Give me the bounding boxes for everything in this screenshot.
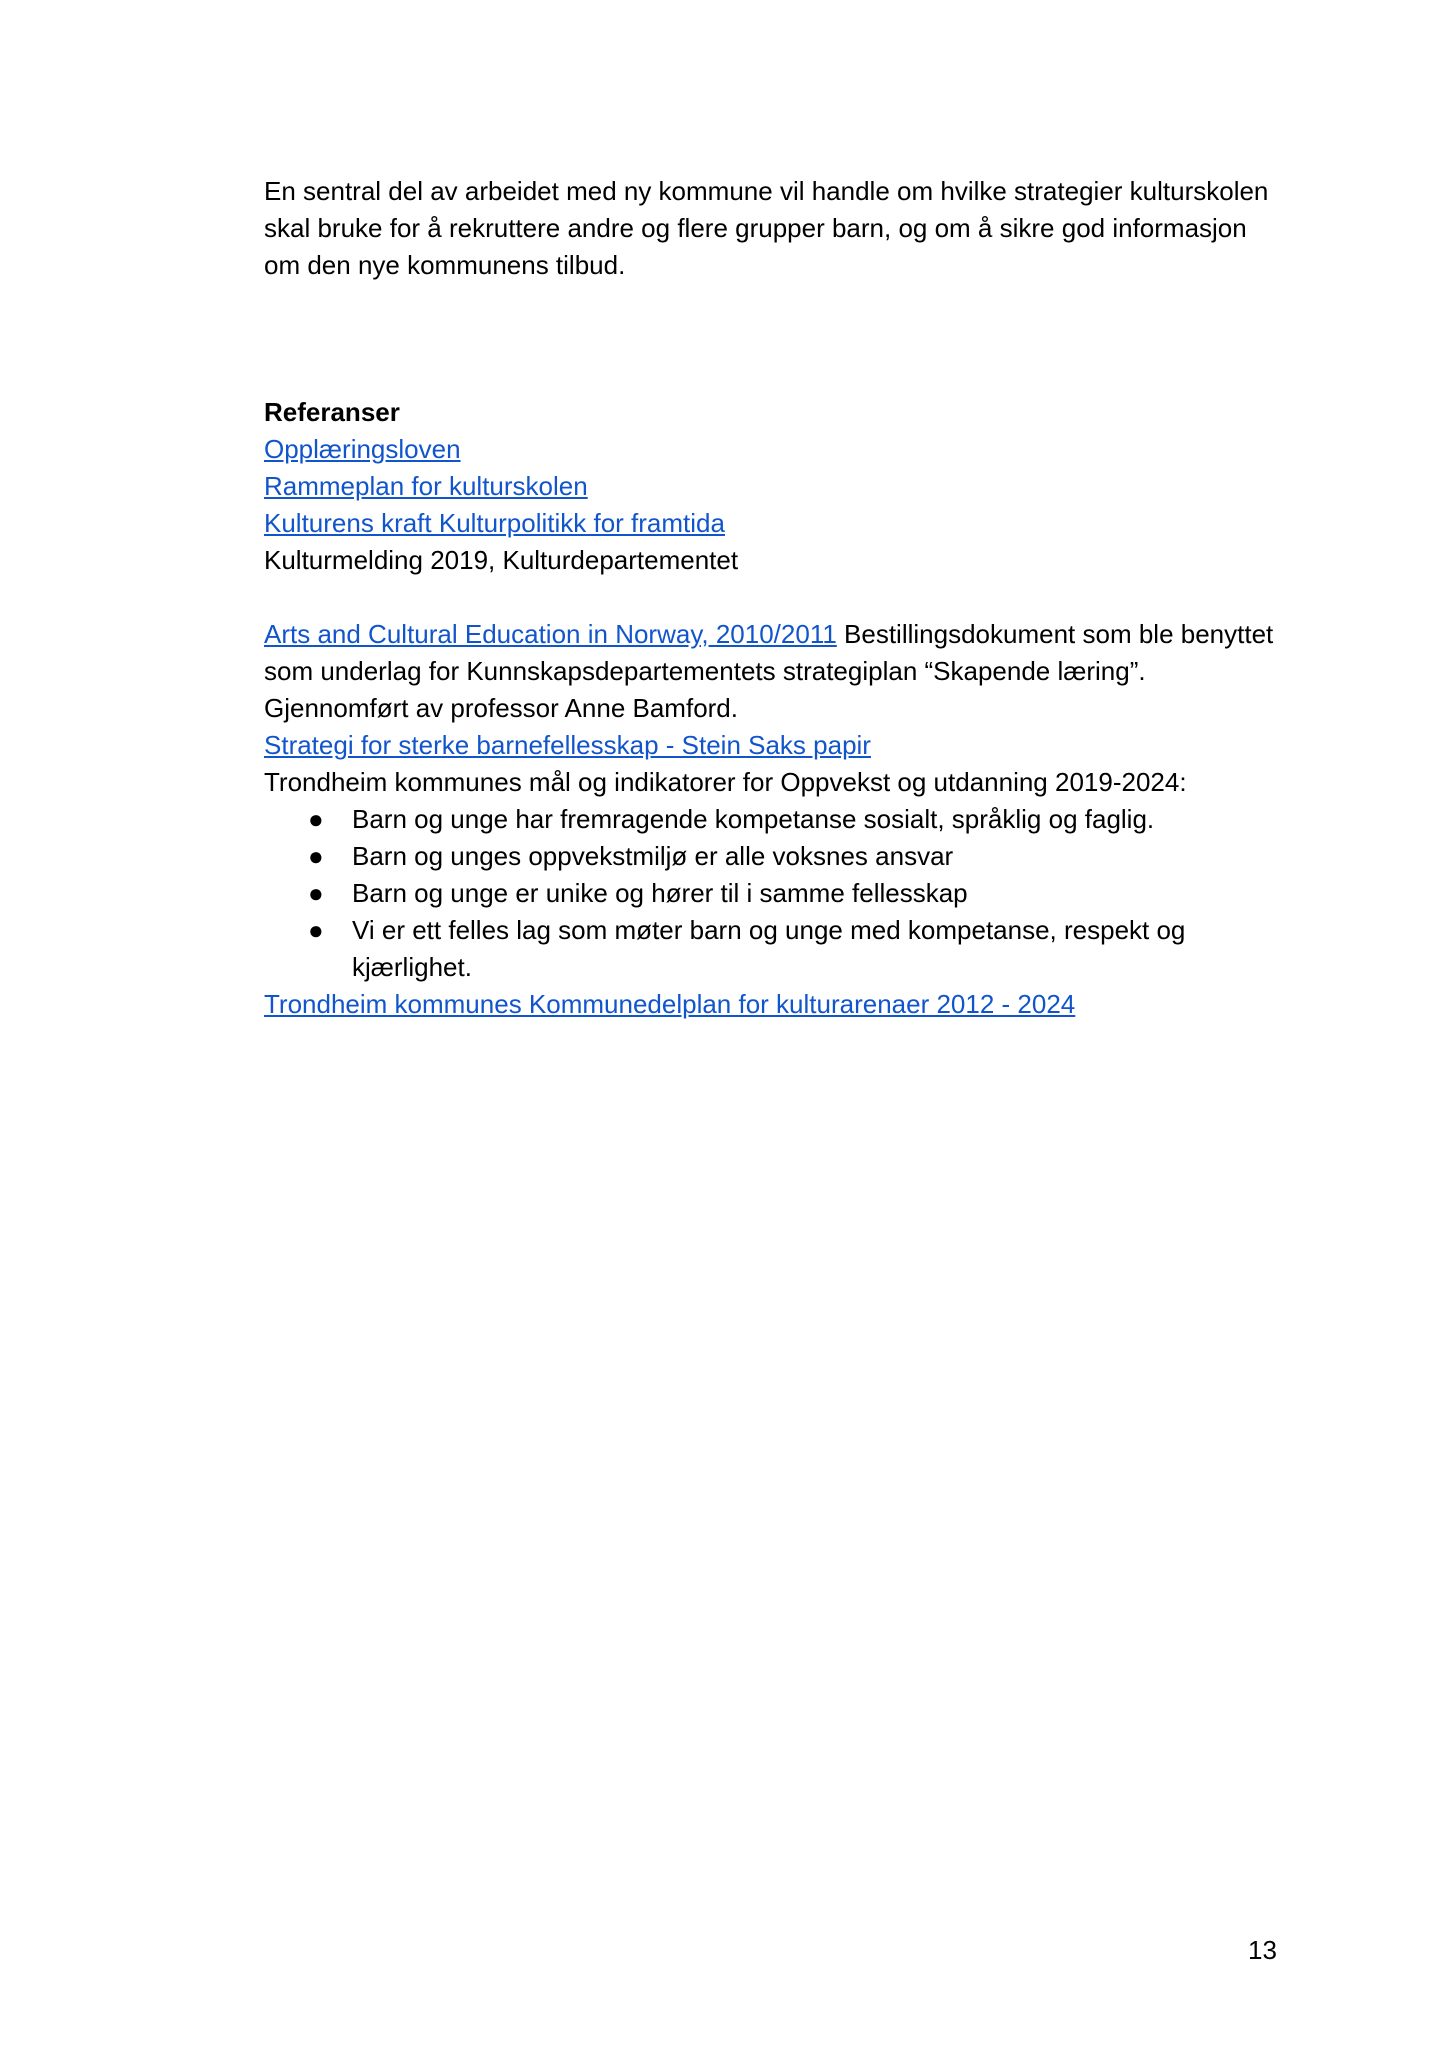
references-section bbox=[264, 394, 1294, 1023]
intro-paragraph: En sentral del av arbeidet med ny kommune vil handle om hvilke strategier kulturskolen skal bruke for å rekruttere andre og flere grupper barn, og om å sikre god informasjon om den nye kommunens tilbud. bbox=[264, 176, 1269, 280]
references-heading: Referanser bbox=[264, 397, 400, 427]
link-arts-cultural-education[interactable]: Arts and Cultural Education in Norway, 2010/2011 bbox=[264, 619, 837, 649]
bullet-icon: ● bbox=[308, 841, 324, 871]
page-number: 13 bbox=[1248, 1935, 1277, 1965]
goals-list bbox=[264, 801, 1294, 986]
trondheim-goals-intro: Trondheim kommunes mål og indikatorer for Oppvekst og utdanning 2019-2024: bbox=[264, 767, 1187, 797]
link-rammeplan-kulturskolen[interactable]: Rammeplan for kulturskolen bbox=[264, 471, 588, 501]
bullet-icon: ● bbox=[308, 878, 324, 908]
bullet-icon: ● bbox=[308, 915, 324, 945]
link-kulturens-kraft[interactable]: Kulturens kraft Kulturpolitikk for framtida bbox=[264, 508, 725, 538]
list-item bbox=[264, 912, 1294, 986]
list-item bbox=[264, 838, 1294, 875]
arts-education-entry bbox=[264, 616, 1294, 727]
link-kommunedelplan-kulturarenaer[interactable]: Trondheim kommunes Kommunedelplan for kulturarenaer 2012 - 2024 bbox=[264, 989, 1076, 1019]
link-strategi-barnefellesskap[interactable]: Strategi for sterke barnefellesskap - Stein Saks papir bbox=[264, 730, 871, 760]
arts-education-description: Bestillingsdokument som ble benyttet som underlag for Kunnskapsdepartementets strategiplan “Skapende læring”. Gjennomført av professor Anne Bamford. bbox=[264, 619, 1274, 723]
list-item-text: Vi er ett felles lag som møter barn og unge med kompetanse, respekt og kjærlighet. bbox=[352, 915, 1186, 982]
bullet-icon: ● bbox=[308, 804, 324, 834]
link-opplaeringsloven[interactable]: Opplæringsloven bbox=[264, 434, 461, 464]
list-item bbox=[264, 875, 1294, 912]
spacer bbox=[264, 579, 1294, 616]
intro-section bbox=[264, 173, 1284, 284]
list-item-text: Barn og unge har fremragende kompetanse sosialt, språklig og faglig. bbox=[352, 804, 1155, 834]
list-item-text: Barn og unges oppvekstmiljø er alle voksnes ansvar bbox=[352, 841, 954, 871]
list-item-text: Barn og unge er unike og hører til i samme fellesskap bbox=[352, 878, 968, 908]
kulturmelding-text: Kulturmelding 2019, Kulturdepartementet bbox=[264, 545, 739, 575]
list-item bbox=[264, 801, 1294, 838]
